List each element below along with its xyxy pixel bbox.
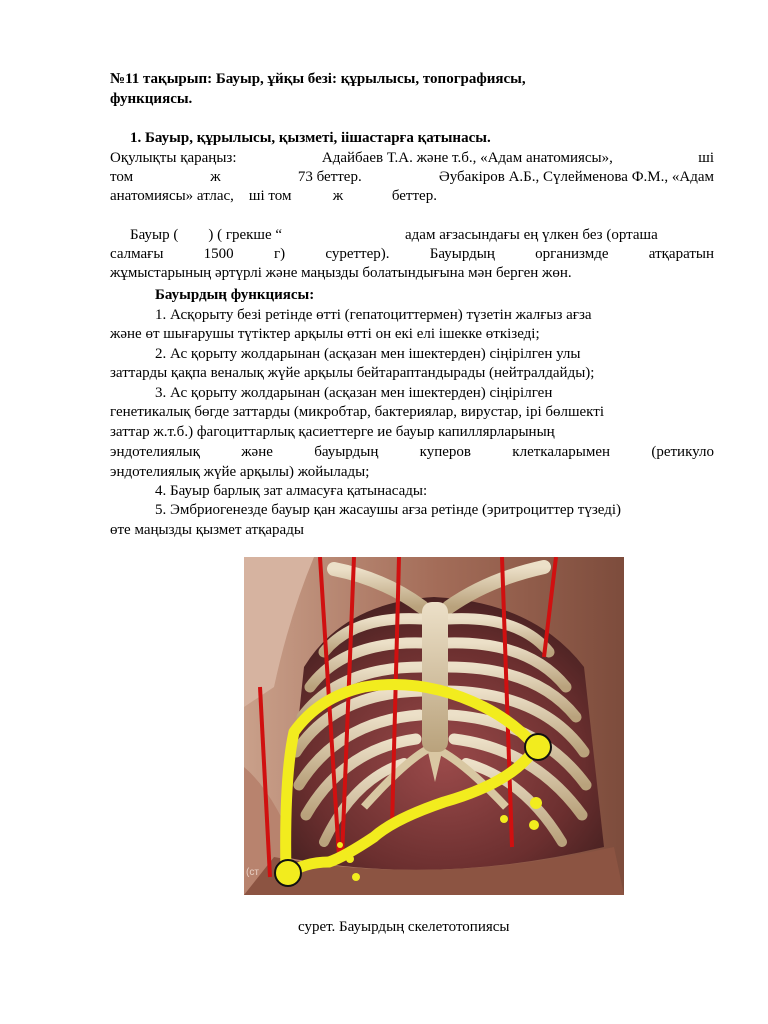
function-5-line-1: 5. Эмбриогенезде бауыр қан жасаушы ағза ретінде (эритроциттер түзеді) [155, 502, 622, 518]
reference-text: том [110, 169, 134, 185]
function-word: клеткаларымен [512, 444, 611, 460]
intro-line-3: жұмыстарының әртүрлі және маңызды болатындығына мән берген жөн. [110, 265, 572, 281]
intro-word: г) [273, 246, 286, 262]
sternum [422, 602, 448, 752]
reference-text: 73 беттер. [297, 169, 362, 185]
figure-caption: сурет. Бауырдың скелетотопиясы [298, 919, 510, 935]
function-2-line-2: заттарды қақпа веналық жүйе арқылы бейтараптандырады (нейтралдайды); [110, 365, 595, 381]
intro-word: Бауырдың [429, 246, 495, 262]
function-word: куперов [419, 444, 471, 460]
function-1-line-2: және өт шығарушы түтіктер арқылы өтті он екі елі ішекке өткізеді; [110, 326, 540, 342]
function-word: бауырдың [314, 444, 379, 460]
functions-heading: Бауырдың функциясы: [155, 287, 315, 303]
reference-line-2 [110, 168, 714, 187]
function-2-line-1: 2. Ас қорыту жолдарынан (асқазан мен ішектерден) сіңірілген улы [155, 346, 581, 362]
reference-text: Оқулықты қараңыз: [110, 150, 237, 166]
function-word: және [241, 444, 273, 460]
function-word: (ретикуло [651, 444, 714, 460]
function-3-line-5: эндотелиялық жүйе арқылы) жойылады; [110, 464, 370, 480]
function-3-line-1: 3. Ас қорыту жолдарынан (асқазан мен ішектерден) сіңірілген [155, 385, 553, 401]
function-word: эндотелиялық [110, 444, 200, 460]
intro-text-part-2: адам ағзасындағы ең үлкен без (орташа [405, 227, 658, 243]
reference-line-1 [110, 149, 714, 168]
intro-text-part-1: Бауыр ( ) ( грекше “ [130, 227, 283, 243]
intro-word: салмағы [110, 246, 164, 262]
image-watermark: (ст [246, 867, 259, 878]
reference-text: ж [210, 169, 221, 185]
function-4: 4. Бауыр барлық зат алмасуға қатынасады: [155, 483, 428, 499]
reference-text: Адайбаев Т.А. және т.б., «Адам анатомиясы», [321, 150, 613, 166]
function-3-line-3: заттар ж.т.б.) фагоциттарлық қасиеттерге ие бауыр капиллярларының [110, 424, 555, 440]
reference-line-3: анатомиясы» атлас, ші том ж беттер. [110, 188, 437, 204]
liver-lower-border-marker [275, 860, 301, 886]
intro-word: организмде [535, 246, 609, 262]
intro-line-2 [110, 245, 714, 264]
intro-word: атқаратын [648, 246, 714, 262]
intro-word: 1500 [203, 246, 234, 262]
liver-skeletotopy-figure [244, 557, 624, 895]
function-3-line-2: генетикалық бөгде заттарды (микробтар, бактериялар, вирустар, ірі бөлшекті [110, 404, 604, 420]
rib-cage-illustration [244, 557, 624, 895]
function-1-line-1: 1. Асқорыту безі ретінде өтті (гепатоциттермен) түзетін жалғыз ағза [155, 307, 592, 323]
reference-text: Әубакіров А.Б., Сүлейменова Ф.М., «Адам [438, 169, 714, 185]
reference-text: ші [698, 150, 714, 166]
liver-upper-border-marker [525, 734, 551, 760]
page-title-line-1: №11 тақырып: Бауыр, ұйқы безі: құрылысы, топографиясы, [110, 71, 526, 87]
function-3-line-4 [110, 443, 714, 462]
section-heading: 1. Бауыр, құрылысы, қызметі, іішастарға қатынасы. [130, 130, 491, 146]
intro-word: суреттер). [325, 246, 390, 262]
function-5-line-2: өте маңызды қызмет атқарады [110, 522, 304, 538]
page-title-line-2: функциясы. [110, 91, 193, 107]
